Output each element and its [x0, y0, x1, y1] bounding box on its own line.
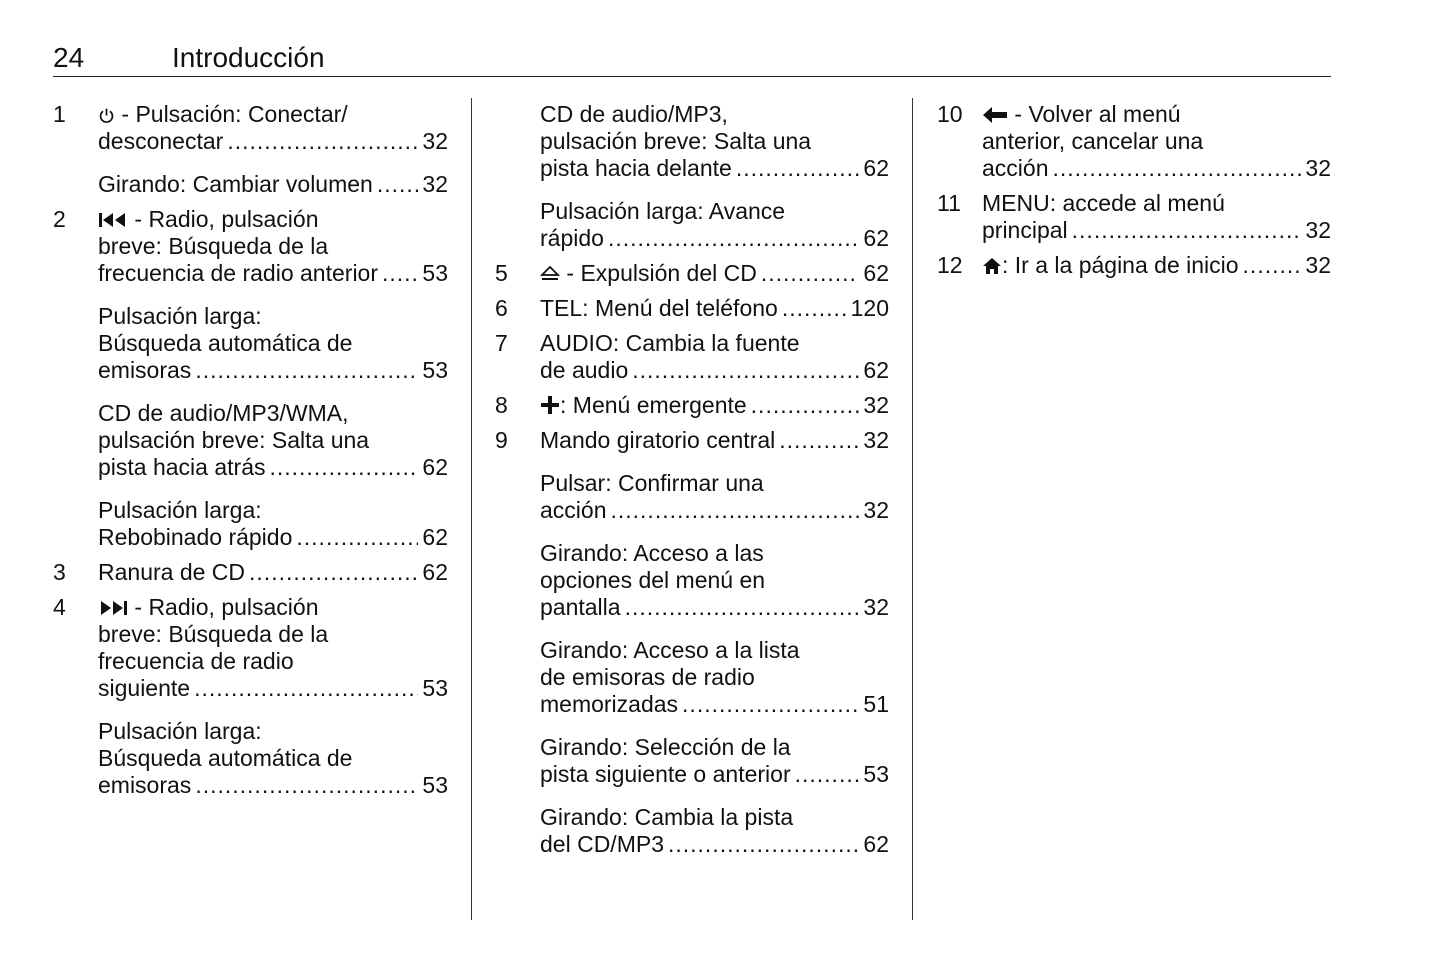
page-ref: 32 — [1305, 252, 1331, 278]
page-ref: 32 — [1305, 155, 1331, 181]
page-ref: 32 — [422, 171, 448, 197]
list-item-2: 2 - Radio, pulsación breve: Búsqueda de la frecuencia de radio anterior ..... 53 Pulsación larga: Búsqueda automática de emisoras ..... 53 CD de audio/MP3/WMA, pulsación breve: Salta una pista hacia atrás ..... 62 Pulsación larga: Rebobinado rápido ..... 62 — [53, 206, 448, 551]
item-number: 8 — [495, 392, 508, 418]
page-header — [53, 40, 1331, 77]
list-item-3: 3 Ranura de CD ..... 62 — [53, 559, 448, 586]
item-number: 2 — [53, 206, 66, 232]
page-ref: 62 — [863, 260, 889, 286]
page-ref: 53 — [422, 260, 448, 286]
page-ref: 32 — [422, 128, 448, 154]
section-title: Introducción — [172, 42, 325, 73]
column-2 — [495, 101, 889, 858]
list-item-12: 12 : Ir a la página de inicio ..... 32 — [937, 252, 1331, 279]
page-ref: 62 — [863, 155, 889, 181]
plus-icon — [540, 395, 560, 415]
item-number: 10 — [937, 101, 963, 127]
column-divider — [912, 98, 913, 920]
page-ref: 32 — [863, 497, 889, 523]
page-ref: 32 — [863, 427, 889, 453]
item-number: 1 — [53, 101, 66, 127]
page-ref: 62 — [863, 831, 889, 857]
page-ref: 62 — [422, 524, 448, 550]
item-number: 3 — [53, 559, 66, 585]
page-ref: 53 — [422, 772, 448, 798]
list-item-7: 7 AUDIO: Cambia la fuente de audio ..... 62 — [495, 330, 889, 384]
list-item-1: 1 - Pulsación: Conectar/ desconectar ..... 32 Girando: Cambiar volumen ..... 32 — [53, 101, 448, 198]
item-number: 7 — [495, 330, 508, 356]
power-icon — [98, 107, 115, 124]
page-ref: 32 — [863, 594, 889, 620]
page-number: 24 — [53, 42, 85, 73]
item-number: 5 — [495, 260, 508, 286]
page-ref: 53 — [422, 675, 448, 701]
list-item-10: 10 - Volver al menú anterior, cancelar una acción ..... 32 — [937, 101, 1331, 182]
skip-back-icon — [98, 211, 128, 229]
item-number: 12 — [937, 252, 963, 278]
page-ref: 53 — [422, 357, 448, 383]
page-ref: 32 — [863, 392, 889, 418]
list-item-4: 4 - Radio, pulsación breve: Búsqueda de la frecuencia de radio siguiente ..... 53 Pulsación larga: Búsqueda automática de emisoras ..... 53 — [53, 594, 448, 799]
back-arrow-icon — [982, 106, 1008, 124]
page-ref: 51 — [863, 691, 889, 717]
column-1 — [53, 101, 448, 799]
item-number: 11 — [937, 190, 961, 216]
eject-icon — [540, 265, 560, 283]
list-item-continued: CD de audio/MP3, pulsación breve: Salta una pista hacia delante ..... 62 Pulsación larga: Avance rápido ..... 62 — [495, 101, 889, 252]
column-3 — [937, 101, 1331, 279]
list-item-5: 5 - Expulsión del CD ..... 62 — [495, 260, 889, 287]
page-ref: 62 — [863, 357, 889, 383]
list-item-8: 8 : Menú emergente ..... 32 — [495, 392, 889, 419]
skip-forward-icon — [98, 599, 128, 617]
list-item-6: 6 TEL: Menú del teléfono ..... 120 — [495, 295, 889, 322]
item-number: 6 — [495, 295, 508, 321]
page-ref: 32 — [1305, 217, 1331, 243]
page-ref: 120 — [850, 295, 889, 321]
list-item-11: 11 MENU: accede al menú principal ..... 32 — [937, 190, 1331, 244]
item-number: 9 — [495, 427, 508, 453]
home-icon — [982, 257, 1002, 275]
page-ref: 62 — [863, 225, 889, 251]
item-number: 4 — [53, 594, 66, 620]
page-ref: 53 — [863, 761, 889, 787]
page-ref: 62 — [422, 454, 448, 480]
page-ref: 62 — [422, 559, 448, 585]
list-item-9: 9 Mando giratorio central ..... 32 Pulsar: Confirmar una acción ..... 32 Girando: Acceso a las opciones del menú en pantalla ..... 32 Girando: Acceso a la lista de emisoras de radio memorizadas ..... 51 Girando: Selección de la pista siguiente o anterior ..... 53 Girando: Cambia la pista del CD/MP3 ..... 62 — [495, 427, 889, 858]
column-divider — [471, 98, 472, 920]
